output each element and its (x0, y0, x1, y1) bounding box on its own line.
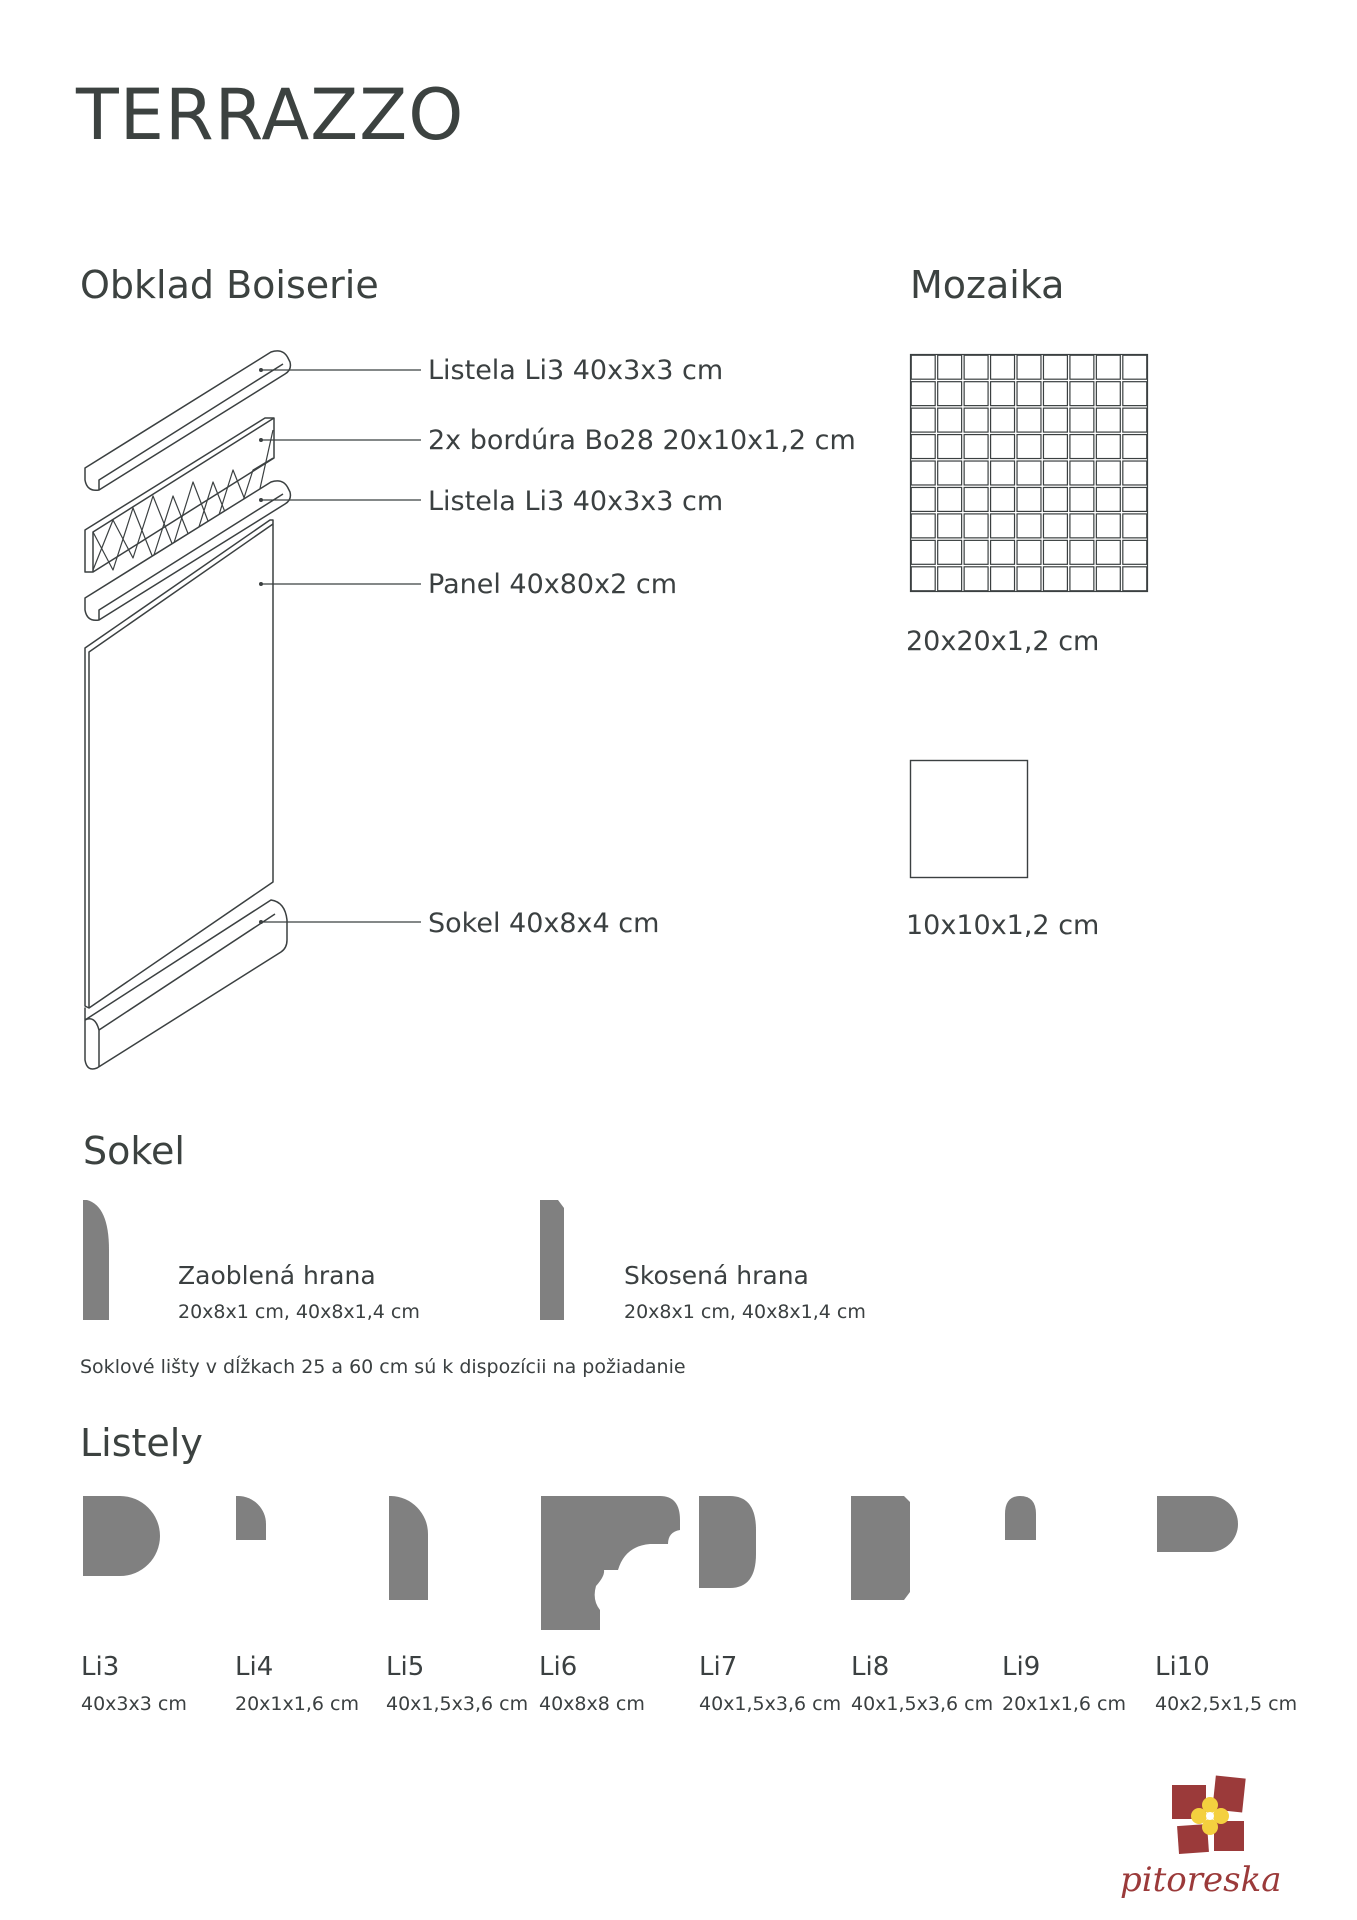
mosaic-cell (1017, 461, 1041, 485)
mosaic-cell (1096, 514, 1120, 538)
listely-heading: Listely (80, 1421, 203, 1465)
mosaic-cell (938, 567, 962, 591)
li7-size: 40x1,5x3,6 cm (699, 1693, 842, 1715)
sokel-rounded-sizes: 20x8x1 cm, 40x8x1,4 cm (178, 1301, 420, 1323)
mosaic-cell (1043, 487, 1067, 511)
mosaic-cell (991, 514, 1015, 538)
mosaic-grid-icon (910, 354, 1148, 592)
li3-code: Li3 (81, 1652, 120, 1682)
mosaic-cell (964, 514, 988, 538)
mosaic-cell (1096, 487, 1120, 511)
mosaic-cell (1070, 487, 1094, 511)
li9-profile-icon (1005, 1496, 1036, 1540)
brand-name: pitoreska (1120, 1860, 1282, 1900)
mosaic-cell (1123, 382, 1147, 406)
mosaic-cell (1043, 408, 1067, 432)
mosaic-cell (964, 540, 988, 564)
mosaic-cell (964, 382, 988, 406)
callout-panel: Panel 40x80x2 cm (428, 569, 677, 600)
single-tile-icon (910, 760, 1028, 878)
mosaic-cell (1123, 540, 1147, 564)
mosaic-cell (1070, 408, 1094, 432)
pitoreska-logo-icon (1170, 1775, 1250, 1855)
li9-size: 20x1x1,6 cm (1002, 1693, 1126, 1715)
mosaic-cell (938, 514, 962, 538)
mosaic-cell (1123, 461, 1147, 485)
mosaic-cell (964, 461, 988, 485)
li5-size: 40x1,5x3,6 cm (386, 1693, 529, 1715)
mosaic-cell (1043, 382, 1067, 406)
mosaic-cell (1070, 514, 1094, 538)
mosaic-cell (938, 408, 962, 432)
mosaic-cell (1070, 435, 1094, 459)
mosaic-cell (1017, 487, 1041, 511)
mosaic-cell (964, 487, 988, 511)
mosaic-cell (911, 514, 935, 538)
mosaic-cell (1123, 514, 1147, 538)
mosaic-cell (964, 567, 988, 591)
mosaic-cell (964, 408, 988, 432)
mosaic-cell (1017, 355, 1041, 379)
li4-code: Li4 (235, 1652, 274, 1682)
li5-profile-icon (389, 1496, 428, 1600)
mosaic-cell (1096, 355, 1120, 379)
mosaic-cell (938, 461, 962, 485)
mosaic-cell (1017, 382, 1041, 406)
mosaic-cell (991, 408, 1015, 432)
li10-size: 40x2,5x1,5 cm (1155, 1693, 1298, 1715)
callout-sokel: Sokel 40x8x4 cm (428, 908, 660, 939)
callout-border: 2x bordúra Bo28 20x10x1,2 cm (428, 425, 856, 456)
li4-profile-icon (236, 1496, 266, 1540)
mosaic-cell (1096, 435, 1120, 459)
mosaic-cell (1123, 408, 1147, 432)
li5-code: Li5 (386, 1652, 425, 1682)
mosaic-cell (1123, 487, 1147, 511)
mosaic-cell (1096, 567, 1120, 591)
li4-size: 20x1x1,6 cm (235, 1693, 359, 1715)
mosaic-cell (1096, 540, 1120, 564)
mosaic-cell (1123, 355, 1147, 379)
li8-code: Li8 (851, 1652, 890, 1682)
mosaic-cell (911, 461, 935, 485)
mosaic-cell (938, 435, 962, 459)
sokel-heading: Sokel (83, 1129, 185, 1173)
mosaic-cell (911, 382, 935, 406)
li7-profile-icon (699, 1496, 756, 1588)
li10-profile-icon (1157, 1496, 1238, 1552)
mosaic-cell (1123, 435, 1147, 459)
li8-size: 40x1,5x3,6 cm (851, 1693, 994, 1715)
li6-profile-icon (541, 1496, 680, 1630)
mosaic-cell (1043, 435, 1067, 459)
mosaic-cell (911, 567, 935, 591)
callout-middle-listela: Listela Li3 40x3x3 cm (428, 486, 724, 517)
sokel-rounded-name: Zaoblená hrana (178, 1261, 376, 1290)
mosaic-cell (911, 540, 935, 564)
mosaic-cell (938, 540, 962, 564)
mosaic-size-20: 20x20x1,2 cm (906, 626, 1100, 657)
li7-code: Li7 (699, 1652, 738, 1682)
mosaic-cell (911, 435, 935, 459)
mosaic-cell (991, 487, 1015, 511)
mozaika-heading: Mozaika (910, 263, 1065, 307)
mosaic-cell (1070, 567, 1094, 591)
mosaic-cell (964, 355, 988, 379)
li10-code: Li10 (1155, 1652, 1210, 1682)
li3-size: 40x3x3 cm (81, 1693, 187, 1715)
mosaic-cell (1043, 514, 1067, 538)
li6-code: Li6 (539, 1652, 578, 1682)
mosaic-cell (1043, 355, 1067, 379)
mosaic-cell (991, 355, 1015, 379)
beveled-edge-profile-icon (540, 1200, 570, 1320)
mosaic-cell (1043, 461, 1067, 485)
mosaic-cell (1070, 355, 1094, 379)
mosaic-cell (911, 408, 935, 432)
li8-profile-icon (851, 1496, 910, 1600)
rounded-edge-profile-icon (83, 1200, 113, 1320)
boiserie-exploded-drawing (75, 340, 435, 1080)
page-title: TERRAZZO (76, 74, 465, 156)
mosaic-cell (991, 435, 1015, 459)
mosaic-cell (938, 487, 962, 511)
mosaic-cell (1017, 514, 1041, 538)
mosaic-size-10: 10x10x1,2 cm (906, 910, 1100, 941)
mosaic-cell (991, 461, 1015, 485)
li6-size: 40x8x8 cm (539, 1693, 645, 1715)
mosaic-cell (1017, 408, 1041, 432)
mosaic-cell (911, 355, 935, 379)
mosaic-cell (1017, 540, 1041, 564)
mosaic-cell (1017, 435, 1041, 459)
mosaic-cell (1070, 382, 1094, 406)
li3-profile-icon (83, 1496, 160, 1576)
sokel-beveled-name: Skosená hrana (624, 1261, 809, 1290)
mosaic-cell (1017, 567, 1041, 591)
sokel-note: Soklové lišty v dĺžkach 25 a 60 cm sú k dispozícii na požiadanie (80, 1356, 686, 1378)
mosaic-cell (1096, 382, 1120, 406)
li9-code: Li9 (1002, 1652, 1041, 1682)
mosaic-cell (1070, 540, 1094, 564)
mosaic-cell (911, 487, 935, 511)
mosaic-cell (1043, 567, 1067, 591)
mosaic-cell (1070, 461, 1094, 485)
mosaic-cell (991, 382, 1015, 406)
mosaic-cell (1123, 567, 1147, 591)
mosaic-cell (1096, 408, 1120, 432)
mosaic-cell (1096, 461, 1120, 485)
listely-profiles (0, 1490, 1357, 1640)
mosaic-cell (991, 540, 1015, 564)
sokel-beveled-sizes: 20x8x1 cm, 40x8x1,4 cm (624, 1301, 866, 1323)
mosaic-cell (938, 382, 962, 406)
mosaic-cell (964, 435, 988, 459)
callout-top-listela: Listela Li3 40x3x3 cm (428, 355, 724, 386)
mosaic-cell (991, 567, 1015, 591)
boiserie-heading: Obklad Boiserie (80, 263, 379, 307)
mosaic-cell (1043, 540, 1067, 564)
mosaic-cell (938, 355, 962, 379)
